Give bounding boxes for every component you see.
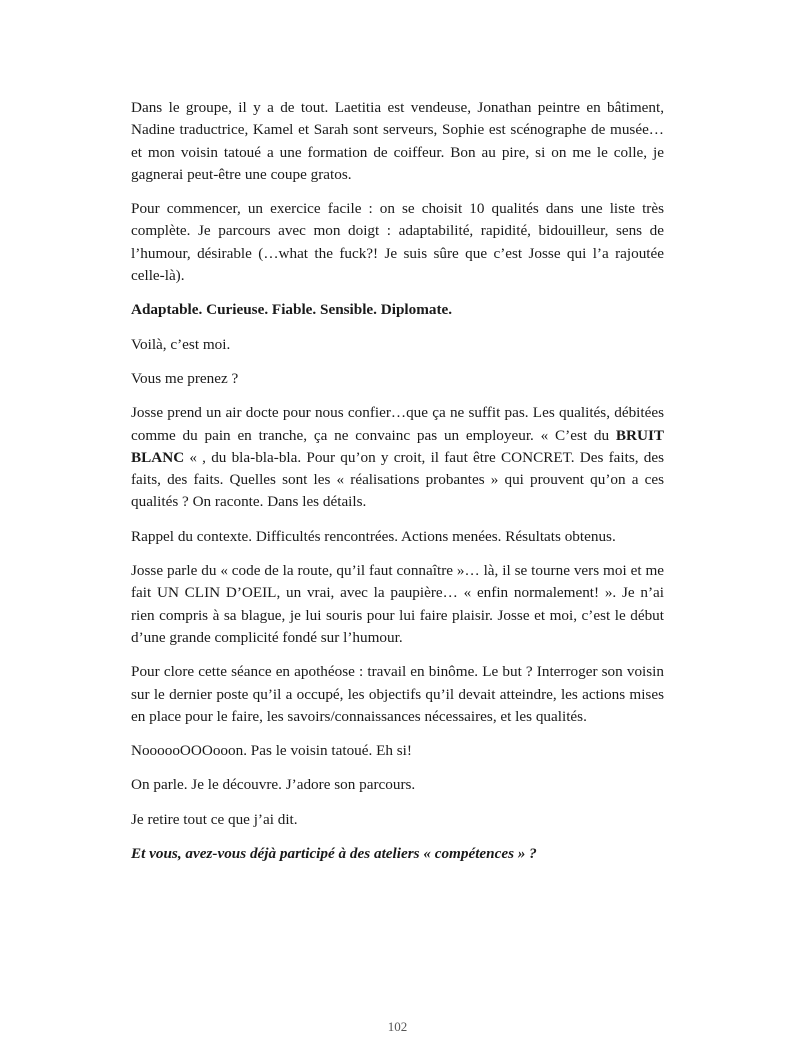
paragraph-qualities-list: Adaptable. Curieuse. Fiable. Sensible. Diplomate. [131, 301, 453, 319]
paragraph-josse-bruit-blanc [131, 402, 664, 513]
paragraph-on-parle: On parle. Je le découvre. J’adore son parcours. [131, 776, 416, 794]
paragraph-voila: Voilà, c’est moi. [131, 335, 231, 353]
paragraph-vous-me-prenez: Vous me prenez ? [131, 369, 239, 387]
paragraph-voisin-tatoue: NoooooOOOooon. Pas le voisin tatoué. Eh si! [131, 742, 412, 760]
paragraph-rappel-contexte: Rappel du contexte. Difficultés rencontrées. Actions menées. Résultats obtenus. [131, 527, 616, 545]
paragraph-josse-text-after: « , du bla-bla-bla. Pour qu’on y croit, il faut être CONCRET. Des faits, des faits, des faits. Quelles sont les « réalisations probantes » qui prouvent qu’on a ces qualités ? On raconte. Dans les détails. [131, 448, 664, 511]
paragraph-code-de-la-route: Josse parle du « code de la route, qu’il faut connaître »… là, il se tourne vers moi et me fait UN CLIN D’OEIL, un vrai, avec la paupière… « enfin normalement! ». Je n’ai rien compris à sa blague, je lui souris pour lui faire plaisir. Josse et moi, c’est le début d’une grande complicité fondé sur l’humour. [131, 562, 664, 646]
paragraph-group-description: Dans le groupe, il y a de tout. Laetitia est vendeuse, Jonathan peintre en bâtiment, Nadine traductrice, Kamel et Sarah sont serveurs, Sophie est scénographe de musée… et mon voisin tatoué a une formation de coiffeur. Bon au pire, si on me le colle, je gagnerai peut-être une coupe gratos. [131, 99, 664, 183]
paragraph-je-retire: Je retire tout ce que j’ai dit. [131, 810, 298, 828]
bruit-blanc-emphasis: BRUIT BLANC [131, 426, 664, 466]
page-body [131, 97, 664, 877]
paragraph-binome: Pour clore cette séance en apothéose : travail en binôme. Le but ? Interroger son voisin sur le dernier poste qu’il a occupé, les objectifs qu’il devait atteindre, les actions mises en place pour le faire, les savoirs/connaissances nécessaires, et les qualités. [131, 663, 664, 725]
paragraph-exercise-intro: Pour commencer, un exercice facile : on se choisit 10 qualités dans une liste très complète. Je parcours avec mon doigt : adaptabilité, rapidité, bidouilleur, sens de l’humour, désirable (…what the fuck?! Je suis sûre que c’est Josse qui l’a rajoutée celle-là). [131, 200, 664, 285]
paragraph-josse-text-before: Josse prend un air docte pour nous confier…que ça ne suffit pas. Les qualités, débitées comme du pain en tranche, ça ne convainc pas un employeur. « C’est du [131, 404, 664, 444]
paragraph-closing-question: Et vous, avez-vous déjà participé à des ateliers « compétences » ? [131, 845, 537, 863]
page-number: 102 [387, 1019, 408, 1034]
